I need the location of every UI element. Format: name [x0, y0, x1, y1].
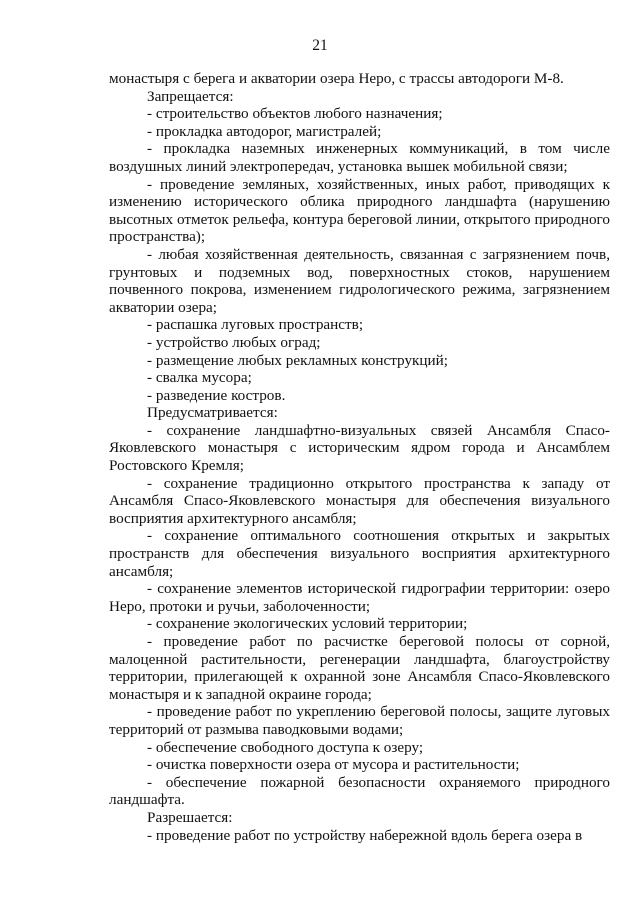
page-number: 21 [312, 37, 328, 54]
list-item: - проведение земляных, хозяйственных, иных работ, приводящих к изменению исторического облика природного ландшафта (нарушению высотных отметок рельефа, контура береговой линии, открытого природного пространства); [109, 175, 610, 246]
list-item: - устройство любых оград; [147, 333, 321, 351]
list-item: - размещение любых рекламных конструкций; [147, 351, 449, 369]
section-heading: Предусматривается: [147, 404, 278, 422]
list-item: - сохранение экологических условий территории; [147, 615, 468, 633]
list-item: - обеспечение пожарной безопасности охраняемого природного ландшафта. [109, 773, 610, 809]
list-item: - разведение костров. [147, 386, 286, 404]
list-item: - сохранение традиционно открытого пространства к западу от Ансамбля Спасо-Яковлевского монастыря для обеспечения визуального восприятия архитектурного ансамбля; [109, 474, 610, 527]
list-item: - распашка луговых пространств; [147, 316, 364, 334]
list-item: - прокладка наземных инженерных коммуникаций, в том числе воздушных линий электропередач, установка вышек мобильной связи; [109, 140, 610, 175]
list-item: - сохранение элементов исторической гидрографии территории: озеро Неро, протоки и ручьи, заболоченности; [109, 580, 610, 615]
section-heading: Разрешается: [147, 808, 233, 826]
list-item: - очистка поверхности озера от мусора и растительности; [147, 756, 520, 774]
list-item: - обеспечение свободного доступа к озеру; [147, 738, 424, 756]
list-item: - проведение работ по устройству набережной вдоль берега озера в [147, 826, 583, 844]
list-item: - любая хозяйственная деятельность, связанная с загрязнением почв, грунтовых и подземных вод, поверхностных стоков, нарушением почвенного покрова, изменением гидрологического режима, загрязнением акватории озера; [109, 245, 610, 316]
list-item: - проведение работ по расчистке береговой полосы от сорной, малоценной растительности, регенерации ландшафта, благоустройству территории, прилегающей к охранной зоне Ансамбля Спасо-Яковлевского монастыря и к западной окраине города; [109, 633, 610, 703]
paragraph: монастыря с берега и акватории озера Неро, с трассы автодороги М-8. [109, 70, 564, 87]
list-item: - сохранение ландшафтно-визуальных связей Ансамбля Спасо-Яковлевского монастыря с историческим ядром города и Ансамблем Ростовского Кремля; [109, 421, 610, 475]
document-body [109, 70, 610, 844]
list-item: - сохранение оптимального соотношения открытых и закрытых пространств для обеспечения визуального восприятия архитектурного ансамбля; [109, 527, 610, 580]
list-item: - свалка мусора; [147, 369, 252, 387]
list-item: - прокладка автодорог, магистралей; [147, 122, 382, 140]
list-item: - строительство объектов любого назначения; [147, 105, 443, 123]
section-heading: Запрещается: [147, 87, 234, 105]
list-item: - проведение работ по укреплению береговой полосы, защите луговых территорий от размыва паводковыми водами; [109, 703, 610, 738]
